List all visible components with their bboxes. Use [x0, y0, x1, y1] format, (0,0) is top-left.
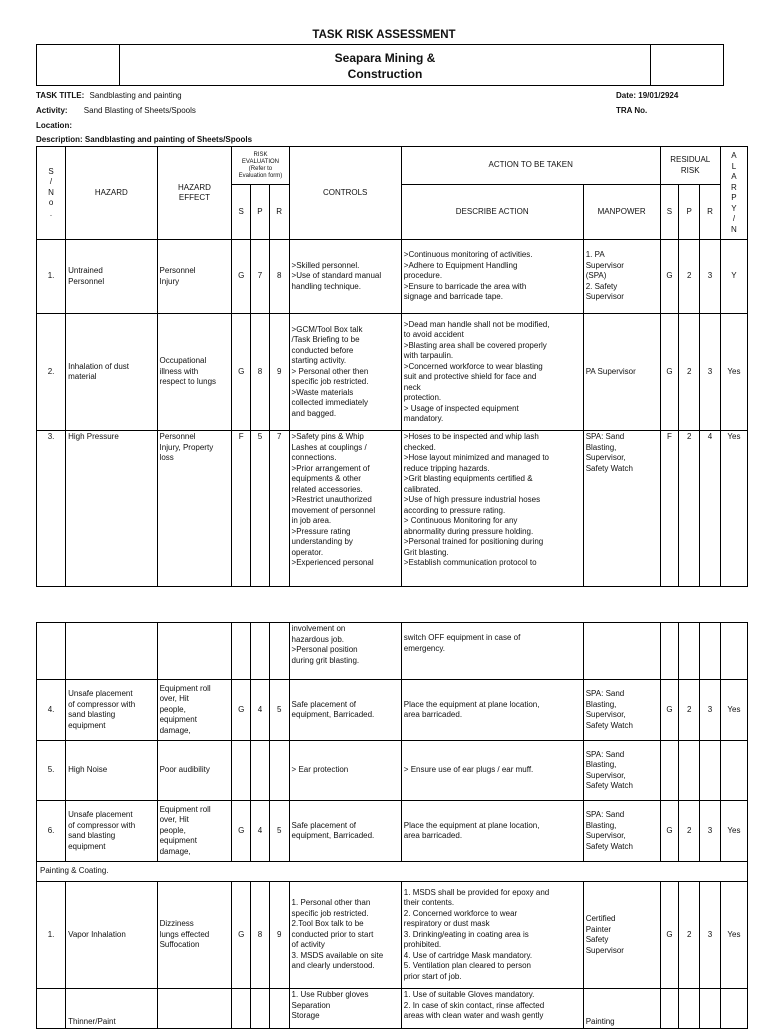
residual-r-cell: 3	[700, 240, 721, 314]
hazard-effect-cell: Poor audibility	[157, 741, 232, 801]
alarp-cell: Yes	[720, 314, 747, 431]
manpower-cell: SPA: Sand Blasting, Supervisor, Safety Watch	[583, 741, 660, 801]
description-line	[36, 135, 252, 144]
controls-cell: Safe placement of equipment, Barricaded.	[289, 680, 401, 741]
action-cell: >Hoses to be inspected and whip lash checked. >Hose layout minimized and managed to reduce tripping hazards. >Grit blasting equipments certified & calibrated. >Use of high pressure industrial hoses according to pressure rating. > Continuous Monitoring for any abnormality during pressure holding. >Personal trained for positioning during Grit blasting. >Establish communication protocol to	[401, 431, 583, 587]
date-line	[616, 91, 678, 100]
table-row	[37, 882, 748, 989]
risk-r-cell: 9	[269, 882, 289, 989]
risk-p-cell: 5	[251, 431, 270, 587]
action-cell: switch OFF equipment in case of emergency.	[401, 623, 583, 680]
activity-line	[36, 106, 196, 115]
residual-p-cell	[679, 989, 700, 1029]
controls-cell: involvement on hazardous job. >Personal position during grit blasting.	[289, 623, 401, 680]
residual-p-cell	[679, 741, 700, 801]
controls-cell: Safe placement of equipment, Barricaded.	[289, 801, 401, 862]
residual-s-cell: G	[660, 314, 679, 431]
col-header-residual-p: P	[679, 185, 700, 240]
alarp-cell	[720, 741, 747, 801]
table-row	[37, 314, 748, 431]
col-header-s: S	[232, 185, 251, 240]
residual-s-cell: G	[660, 882, 679, 989]
action-cell: >Continuous monitoring of activities. >Adhere to Equipment Handling procedure. >Ensure to barricade the area with signage and barricade tape.	[401, 240, 583, 314]
hazard-cell: High Noise	[66, 741, 157, 801]
hazard-cell: Thinner/Paint	[66, 989, 157, 1029]
col-header-residual-risk: RESIDUAL RISK	[660, 147, 720, 185]
hazard-effect-cell	[157, 989, 232, 1029]
risk-s-cell: G	[232, 240, 251, 314]
hazard-effect-cell: Occupational illness with respect to lungs	[157, 314, 232, 431]
residual-s-cell: G	[660, 240, 679, 314]
hazard-cell: Inhalation of dust material	[66, 314, 157, 431]
residual-s-cell	[660, 989, 679, 1029]
col-header-describe-action: DESCRIBE ACTION	[401, 185, 583, 240]
residual-p-cell: 2	[679, 882, 700, 989]
risk-p-cell: 7	[251, 240, 270, 314]
table-row	[37, 801, 748, 862]
tra-label: TRA No.	[616, 106, 648, 115]
section-label: Painting & Coating.	[37, 862, 748, 882]
residual-r-cell: 3	[700, 801, 721, 862]
controls-cell: 1. Personal other than specific job restricted. 2.Tool Box talk to be conducted prior to start of activity 3. MSDS available on site and clearly understood.	[289, 882, 401, 989]
action-cell: 1. MSDS shall be provided for epoxy and their contents. 2. Concerned workforce to wear respiratory or dust mask 3. Drinking/eating in coating area is prohibited. 4. Use of cartridge Mask mandatory. 5. Ventilation plan cleared to person prior start of job.	[401, 882, 583, 989]
residual-r-cell: 4	[700, 431, 721, 587]
hazard-cell: Unsafe placement of compressor with sand blasting equipment	[66, 680, 157, 741]
residual-r-cell: 3	[700, 314, 721, 431]
row-number: 1.	[37, 240, 66, 314]
action-cell: 1. Use of suitable Gloves mandatory. 2. In case of skin contact, rinse affected areas with clean water and wash gently	[401, 989, 583, 1029]
risk-p-cell: 4	[251, 801, 270, 862]
risk-p-cell	[251, 741, 270, 801]
alarp-cell: Yes	[720, 801, 747, 862]
action-cell: Place the equipment at plane location, area barricaded.	[401, 680, 583, 741]
residual-r-cell: 3	[700, 680, 721, 741]
col-header-controls: CONTROLS	[289, 147, 401, 240]
row-number: 1.	[37, 882, 66, 989]
date-value: 19/01/2924	[638, 91, 679, 100]
section-row	[37, 862, 748, 882]
controls-cell: >GCM/Tool Box talk /Task Briefing to be conducted before starting activity. > Personal other then specific job restricted. >Waste materials collected immediately and bagged.	[289, 314, 401, 431]
description-value: Sandblasting and painting of Sheets/Spools	[84, 135, 253, 144]
risk-s-cell: G	[232, 882, 251, 989]
alarp-cell: Yes	[720, 680, 747, 741]
table-row	[37, 989, 748, 1029]
hazard-effect-cell: Equipment roll over, Hit people, equipment damage,	[157, 680, 232, 741]
risk-r-cell: 9	[269, 314, 289, 431]
task-title-line	[36, 91, 182, 100]
alarp-cell: Yes	[720, 882, 747, 989]
residual-r-cell	[700, 989, 721, 1029]
residual-r-cell: 3	[700, 882, 721, 989]
row-number: 3.	[37, 431, 66, 587]
row-number: 2.	[37, 314, 66, 431]
manpower-cell: Certified Painter Safety Supervisor	[583, 882, 660, 989]
residual-p-cell: 2	[679, 801, 700, 862]
col-header-hazard-effect: HAZARD EFFECT	[157, 147, 232, 240]
col-header-p: P	[251, 185, 270, 240]
manpower-cell: SPA: Sand Blasting, Supervisor, Safety Watch	[583, 680, 660, 741]
table-row	[37, 741, 748, 801]
logo-cell	[37, 45, 120, 85]
action-cell: >Dead man handle shall not be modified, to avoid accident >Blasting area shall be covered properly with tarpaulin. >Concerned workforce to wear blasting suit and protective shield for face and neck protection. > Usage of inspected equipment mandatory.	[401, 314, 583, 431]
company-header-box	[36, 44, 724, 86]
risk-s-cell: G	[232, 680, 251, 741]
col-header-alarp: A L A R P Y / N	[720, 147, 747, 240]
date-label: Date:	[616, 91, 637, 100]
tra-line	[616, 106, 647, 115]
table-row	[37, 680, 748, 741]
manpower-cell: Painting	[583, 989, 660, 1029]
row-number: 6.	[37, 801, 66, 862]
risk-table-page2	[36, 622, 748, 1029]
activity-label: Activity:	[36, 106, 68, 115]
manpower-cell: PA Supervisor	[583, 314, 660, 431]
hazard-effect-cell: Dizziness lungs effected Suffocation	[157, 882, 232, 989]
risk-p-cell: 4	[251, 680, 270, 741]
controls-cell: >Safety pins & Whip Lashes at couplings / connections. >Prior arrangement of equipments & other related accessories. >Restrict unauthorized movement of personnel in job area. >Pressure rating understanding by operator. >Experienced personal	[289, 431, 401, 587]
residual-s-cell: F	[660, 431, 679, 587]
risk-p-cell	[251, 989, 270, 1029]
risk-table-page1	[36, 146, 748, 587]
risk-r-cell	[269, 989, 289, 1029]
residual-p-cell: 2	[679, 314, 700, 431]
action-cell: Place the equipment at plane location, area barricaded.	[401, 801, 583, 862]
risk-r-cell	[269, 741, 289, 801]
location-line	[36, 121, 72, 130]
location-label: Location:	[36, 121, 72, 130]
controls-cell: > Ear protection	[289, 741, 401, 801]
task-title-value: Sandblasting and painting	[89, 91, 182, 100]
col-header-residual-s: S	[660, 185, 679, 240]
col-header-sno: S / N o .	[37, 147, 66, 240]
residual-s-cell: G	[660, 680, 679, 741]
residual-s-cell: G	[660, 801, 679, 862]
residual-p-cell: 2	[679, 680, 700, 741]
controls-cell: 1. Use Rubber gloves Separation Storage	[289, 989, 401, 1029]
col-header-residual-r: R	[700, 185, 721, 240]
document-title: TASK RISK ASSESSMENT	[312, 29, 456, 41]
hazard-cell: Vapor Inhalation	[66, 882, 157, 989]
risk-r-cell: 5	[269, 680, 289, 741]
table-row	[37, 431, 748, 587]
table-row	[37, 240, 748, 314]
hazard-cell: Unsafe placement of compressor with sand blasting equipment	[66, 801, 157, 862]
alarp-cell: Yes	[720, 431, 747, 587]
col-header-manpower: MANPOWER	[583, 185, 660, 240]
manpower-cell: 1. PA Supervisor (SPA) 2. Safety Supervisor	[583, 240, 660, 314]
residual-p-cell: 2	[679, 431, 700, 587]
risk-p-cell: 8	[251, 314, 270, 431]
activity-value: Sand Blasting of Sheets/Spools	[83, 106, 196, 115]
hazard-cell: Untrained Personnel	[66, 240, 157, 314]
risk-s-cell	[232, 989, 251, 1029]
doc-ref-cell	[650, 45, 723, 85]
residual-r-cell	[700, 741, 721, 801]
row-number: 4.	[37, 680, 66, 741]
residual-p-cell: 2	[679, 240, 700, 314]
col-header-r: R	[269, 185, 289, 240]
risk-s-cell: G	[232, 314, 251, 431]
hazard-cell: High Pressure	[66, 431, 157, 587]
alarp-cell	[720, 989, 747, 1029]
table-row-continuation	[37, 623, 748, 680]
row-number	[37, 989, 66, 1029]
risk-p-cell: 8	[251, 882, 270, 989]
manpower-cell: SPA: Sand Blasting, Supervisor, Safety Watch	[583, 801, 660, 862]
hazard-effect-cell: Equipment roll over, Hit people, equipment damage,	[157, 801, 232, 862]
residual-s-cell	[660, 741, 679, 801]
hazard-effect-cell: Personnel Injury	[157, 240, 232, 314]
risk-r-cell: 7	[269, 431, 289, 587]
risk-r-cell: 8	[269, 240, 289, 314]
row-number: 5.	[37, 741, 66, 801]
hazard-effect-cell: Personnel Injury, Property loss	[157, 431, 232, 587]
task-title-label: TASK TITLE:	[36, 91, 85, 100]
description-label: Description:	[36, 135, 83, 144]
col-header-hazard: HAZARD	[66, 147, 157, 240]
manpower-cell: SPA: Sand Blasting, Supervisor, Safety Watch	[583, 431, 660, 587]
controls-cell: >Skilled personnel. >Use of standard manual handling technique.	[289, 240, 401, 314]
risk-r-cell: 5	[269, 801, 289, 862]
risk-s-cell: F	[232, 431, 251, 587]
company-name: Seapara Mining & Construction	[334, 51, 436, 81]
action-cell: > Ensure use of ear plugs / ear muff.	[401, 741, 583, 801]
risk-s-cell: G	[232, 801, 251, 862]
col-header-risk-evaluation: RISK EVALUATION (Refer to Evaluation form)	[232, 147, 289, 185]
alarp-cell: Y	[720, 240, 747, 314]
col-header-action: ACTION TO BE TAKEN	[401, 147, 660, 185]
risk-s-cell	[232, 741, 251, 801]
